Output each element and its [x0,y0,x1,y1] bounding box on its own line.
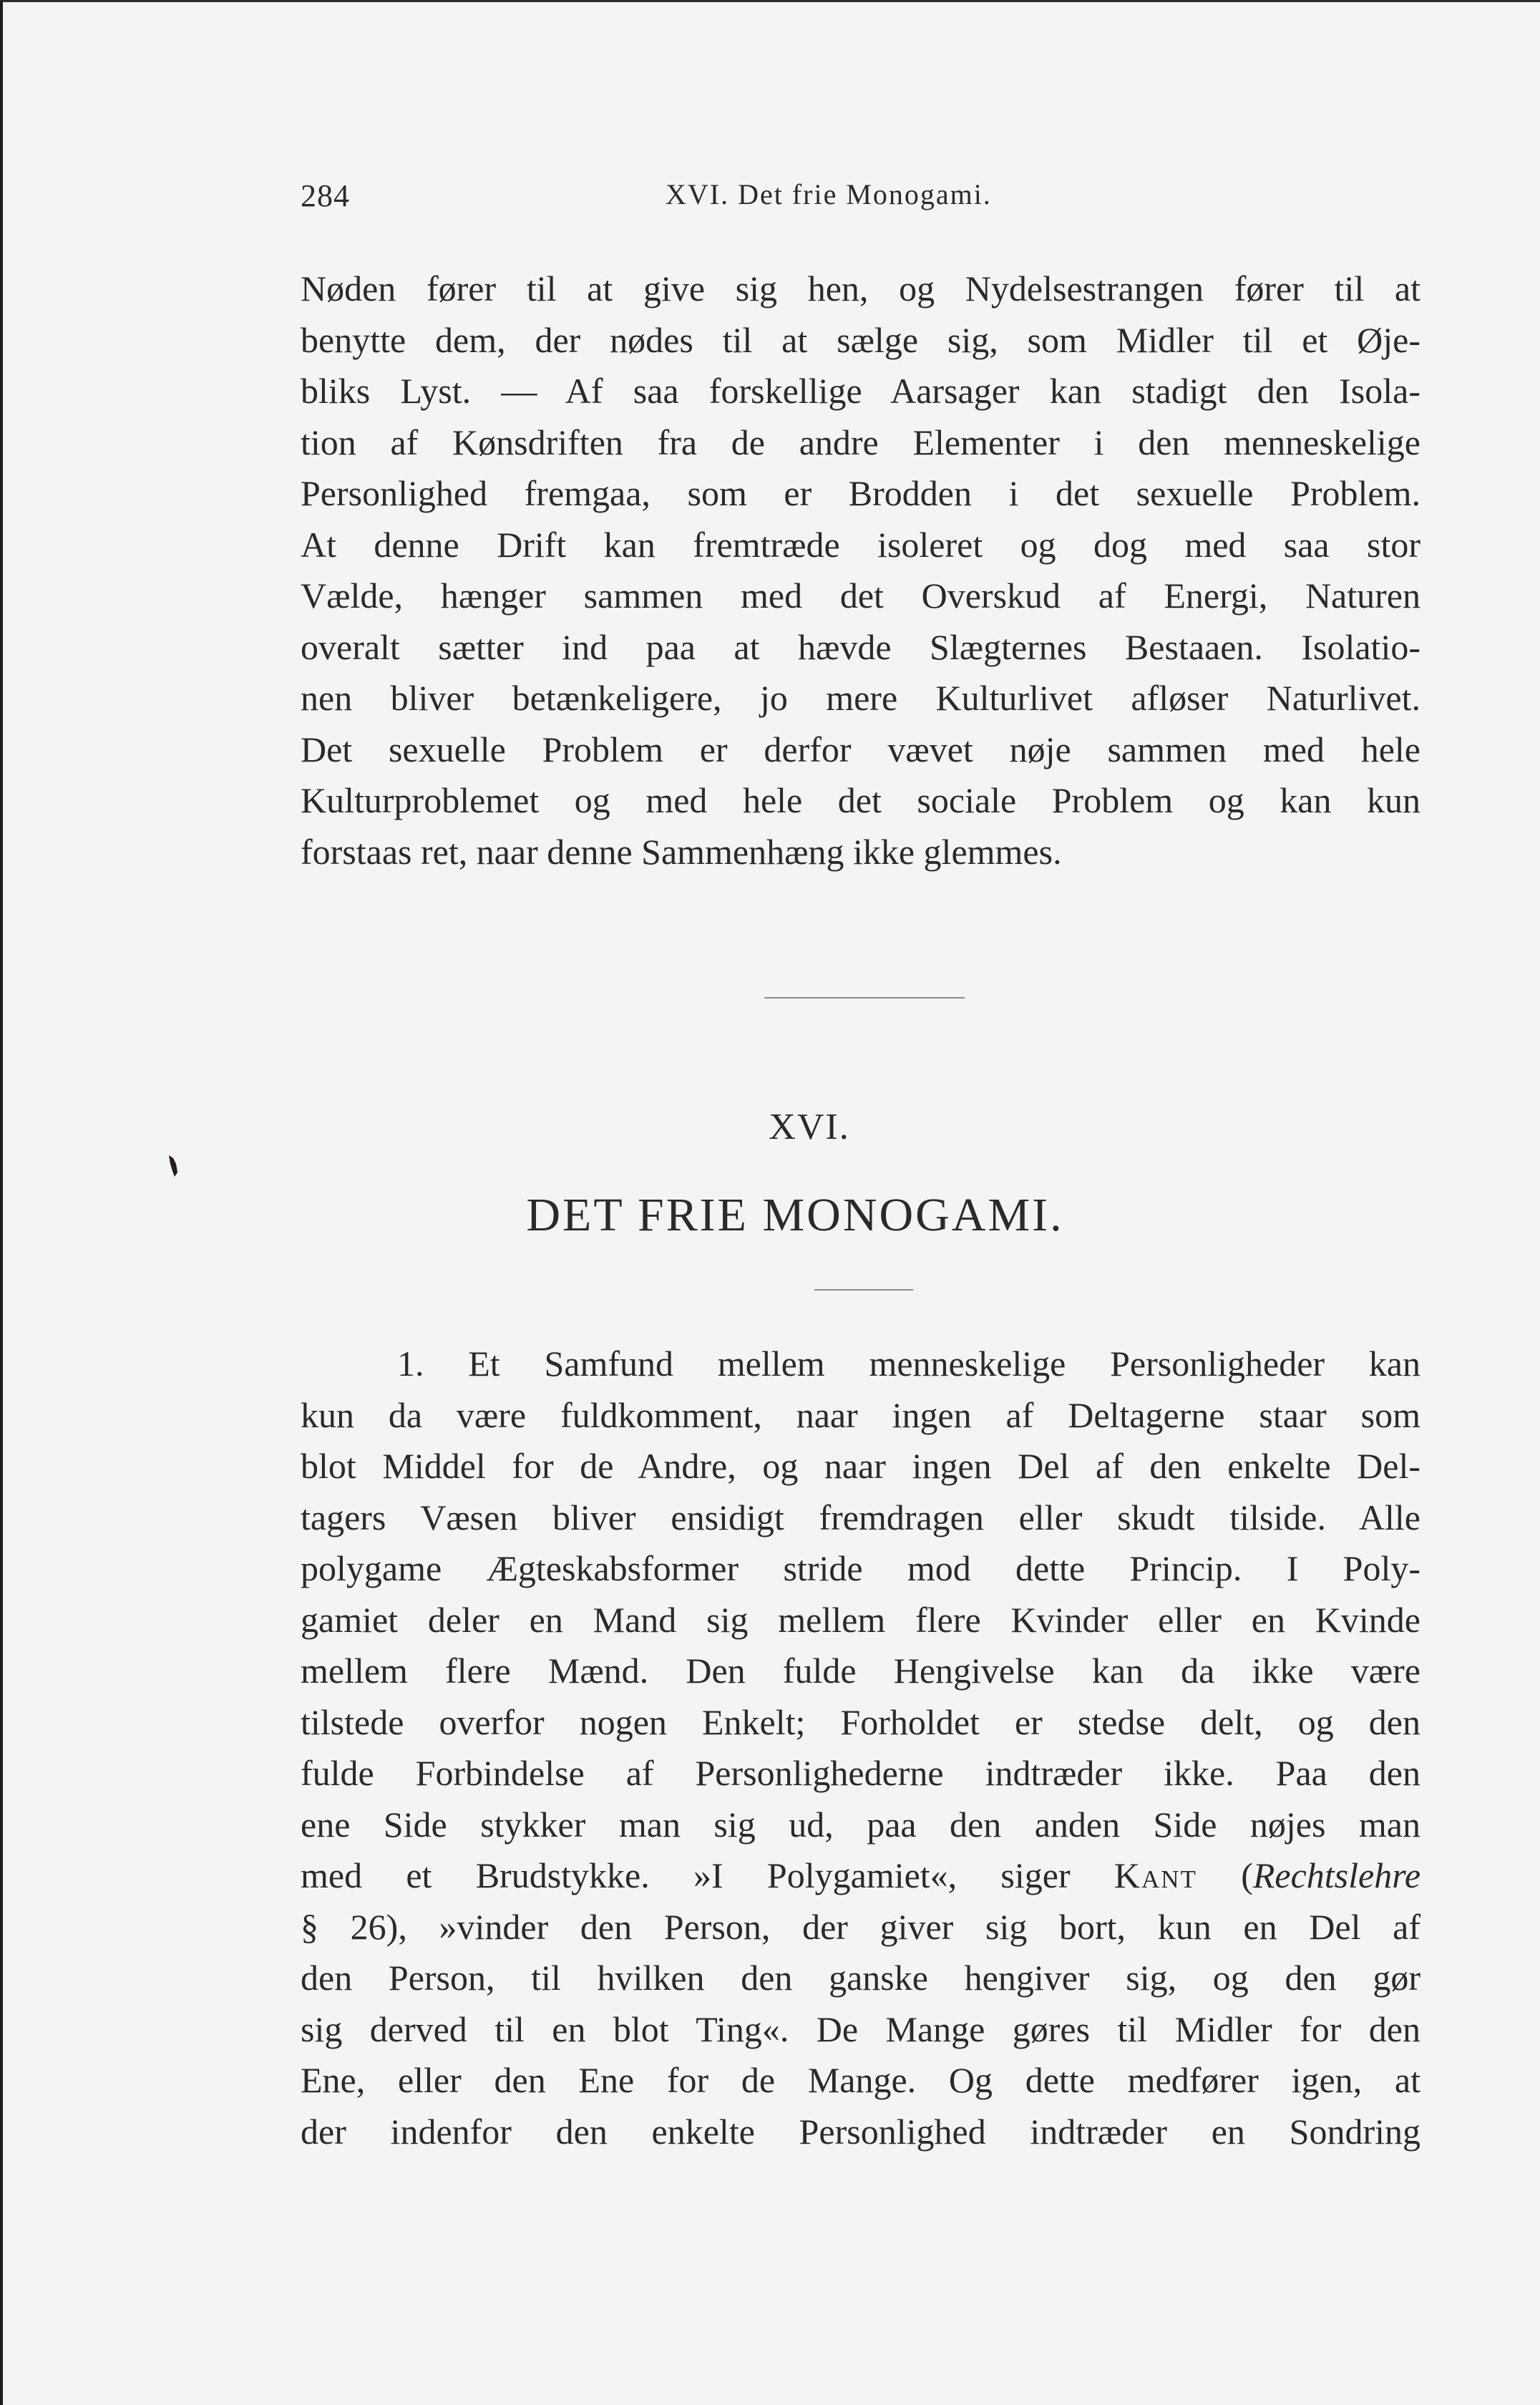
chapter-number: XVI. [769,1107,850,1147]
text-line: Personlighed fremgaa, som er Brodden i det sexuelle Problem. [301,473,1420,513]
running-head [301,178,1417,220]
text-line: gamiet deler en Mand sig mellem flere Kvinder eller en Kvinde [301,1599,1420,1640]
text-line: tagers Væsen bliver ensidigt fremdragen eller skudt tilside. Alle [301,1497,1420,1537]
text-line: sig derved til en blot Ting«. De Mange gøres til Midler for den [301,2008,1420,2049]
text-line: Ene, eller den Ene for de Mange. Og dette medfører igen, at [301,2060,1420,2100]
text-line: § 26), »vinder den Person, der giver sig bort, kun en Del af [301,1906,1420,1947]
text-line: der indenfor den enkelte Personlighed indtræder en Sondring [301,2111,1420,2152]
margin-ink-mark [166,1154,180,1178]
text-line: kun da være fuldkomment, naar ingen af Deltagerne staar som [301,1394,1420,1435]
author-name: Kant [1113,1855,1197,1895]
text-line: Vælde, hænger sammen med det Overskud af Energi, Naturen [301,575,1420,616]
text-line-kant [301,1850,1420,1902]
text-line: fulde Forbindelse af Personlighederne indtræder ikke. Paa den [301,1753,1420,1793]
text-line: Nøden fører til at give sig hen, og Nydelsestrangen fører til at [301,268,1420,308]
text-line: polygame Ægteskabsformer stride mod dette Princip. I Poly- [301,1548,1420,1588]
text-line: bliks Lyst. — Af saa forskellige Aarsager kan stadigt den Isola- [301,371,1420,411]
text-line: blot Middel for de Andre, og naar ingen Del af den enkelte Del- [301,1446,1420,1486]
text-line: At denne Drift kan fremtræde isoleret og dog med saa stor [301,524,1420,565]
title-divider [814,1289,913,1291]
body-paragraph [301,1338,1420,2157]
text-line: overalt sætter ind paa at hævde Slægternes Bestaaen. Isolatio- [301,626,1420,667]
text-line: Kulturproblemet og med hele det sociale Problem og kan kun [301,780,1420,820]
kant-line-before: med et Brudstykke. »I Polygamiet«, siger [301,1855,1114,1895]
text-line: Det sexuelle Problem er derfor vævet nøje sammen med hele [301,729,1420,769]
section-divider [764,997,965,999]
work-title: Rechtslehre [1252,1855,1421,1895]
text-line: den Person, til hvilken den ganske hengiver sig, og den gør [301,1958,1420,1998]
top-paragraph [301,263,1420,878]
text-line: forstaas ret, naar denne Sammenhæng ikke glemmes. [301,831,1062,872]
kant-line-middle: ( [1197,1855,1253,1895]
chapter-title: DET FRIE MONOGAMI. [526,1189,1064,1241]
running-title: XVI. Det frie Monogami. [666,178,992,210]
text-line: 1. Et Samfund mellem menneskelige Personligheder kan [397,1344,1420,1384]
text-line: nen bliver betænkeligere, jo mere Kulturlivet afløser Naturlivet. [301,678,1420,718]
text-line: tion af Kønsdriften fra de andre Elementer i den menneskelige [301,422,1420,462]
text-line: ene Side stykker man sig ud, paa den anden Side nøjes man [301,1804,1420,1845]
text-line: tilstede overfor nogen Enkelt; Forholdet er stedse delt, og den [301,1701,1420,1742]
page-number: 284 [301,178,350,213]
text-line: mellem flere Mænd. Den fulde Hengivelse kan da ikke være [301,1651,1420,1691]
text-line: benytte dem, der nødes til at sælge sig, som Midler til et Øje- [301,319,1420,360]
